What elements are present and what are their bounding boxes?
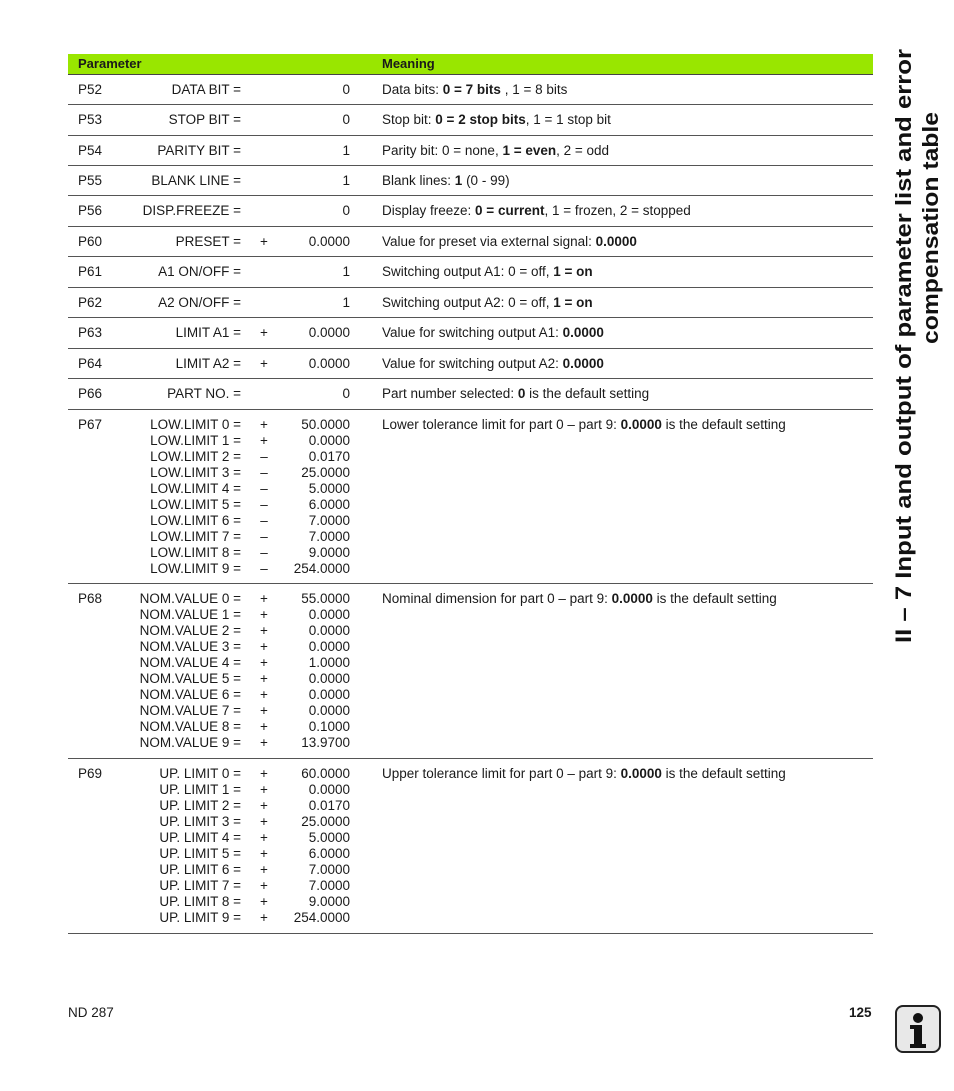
parameter-label: DATA BIT = (171, 82, 241, 97)
parameter-values (68, 234, 358, 250)
meaning-bold-segment: 0 (517, 386, 526, 401)
value-sign: + (260, 433, 268, 448)
parameter-label: UP. LIMIT 3 = (159, 814, 241, 829)
value-sign: + (260, 639, 268, 654)
parameter-value: 254.0000 (293, 561, 350, 576)
parameter-label: LOW.LIMIT 2 = (150, 449, 241, 464)
meaning-text (382, 82, 567, 98)
parameter-line (68, 735, 358, 751)
parameter-label: LOW.LIMIT 0 = (150, 417, 241, 432)
meaning-bold-segment: 0 = 2 stop bits (435, 112, 526, 127)
parameter-values (68, 112, 358, 128)
value-sign: – (260, 529, 268, 544)
parameter-value: 0.0000 (308, 639, 350, 654)
parameter-number: P53 (78, 112, 103, 127)
table-row (68, 166, 873, 196)
parameter-line (68, 545, 358, 561)
parameter-line (68, 591, 358, 607)
meaning-segment: Blank lines: (382, 173, 455, 188)
parameter-value: 0.0000 (308, 433, 350, 448)
parameter-line (68, 830, 358, 846)
meaning-bold-segment: 0.0000 (611, 591, 653, 606)
value-sign: + (260, 325, 268, 340)
parameter-line (68, 295, 358, 311)
parameter-values (68, 143, 358, 159)
table-row (68, 257, 873, 288)
parameter-table (68, 54, 873, 934)
parameter-line (68, 356, 358, 372)
parameter-value: 1 (342, 143, 350, 158)
parameter-line (68, 481, 358, 497)
parameter-line (68, 782, 358, 798)
parameter-value: 0 (342, 112, 350, 127)
value-sign: + (260, 719, 268, 734)
parameter-label: PRESET = (175, 234, 241, 249)
meaning-bold-segment: 0 = 7 bits (442, 82, 501, 97)
parameter-value: 1.0000 (308, 655, 350, 670)
value-sign: + (260, 830, 268, 845)
table-row (68, 288, 873, 318)
meaning-bold-segment: 1 = even (502, 143, 557, 158)
parameter-values (68, 264, 358, 280)
parameter-value: 1 (342, 295, 350, 310)
parameter-value: 6.0000 (308, 846, 350, 861)
table-row (68, 196, 873, 227)
parameter-label: LOW.LIMIT 6 = (150, 513, 241, 528)
chapter-side-title (870, 45, 950, 645)
parameter-value: 7.0000 (308, 878, 350, 893)
value-sign: – (260, 481, 268, 496)
value-sign: + (260, 234, 268, 249)
parameter-value: 0.1000 (308, 719, 350, 734)
parameter-value: 55.0000 (301, 591, 350, 606)
meaning-segment: , 2 = odd (556, 143, 610, 158)
value-sign: + (260, 356, 268, 371)
parameter-label: LIMIT A2 = (175, 356, 241, 371)
parameter-label: LOW.LIMIT 5 = (150, 497, 241, 512)
parameter-line (68, 798, 358, 814)
value-sign: + (260, 687, 268, 702)
parameter-value: 0 (342, 82, 350, 97)
parameter-label: NOM.VALUE 1 = (139, 607, 241, 622)
parameter-values (68, 295, 358, 311)
meaning-segment: Stop bit: (382, 112, 436, 127)
parameter-label: A2 ON/OFF = (158, 295, 241, 310)
meaning-bold-segment: 0 = current (475, 203, 545, 218)
meaning-bold-segment: 0.0000 (562, 356, 604, 371)
parameter-label: LOW.LIMIT 4 = (150, 481, 241, 496)
parameter-line (68, 607, 358, 623)
parameter-label: UP. LIMIT 8 = (159, 894, 241, 909)
parameter-number: P69 (78, 766, 103, 781)
parameter-label: NOM.VALUE 2 = (139, 623, 241, 638)
parameter-line (68, 671, 358, 687)
parameter-value: 254.0000 (293, 910, 350, 925)
parameter-number: P68 (78, 591, 103, 606)
table-row (68, 75, 873, 105)
parameter-label: LOW.LIMIT 3 = (150, 465, 241, 480)
parameter-value: 7.0000 (308, 513, 350, 528)
parameter-value: 6.0000 (308, 497, 350, 512)
parameter-line (68, 561, 358, 577)
parameter-value: 0 (342, 203, 350, 218)
table-row (68, 136, 873, 166)
parameter-values (68, 386, 358, 402)
meaning-segment: , 1 = 8 bits (500, 82, 568, 97)
meaning-text (382, 143, 609, 159)
meaning-text (382, 417, 786, 433)
meaning-bold-segment: 1 = on (553, 295, 593, 310)
value-sign: + (260, 735, 268, 750)
table-row (68, 318, 873, 349)
parameter-value: 0 (342, 386, 350, 401)
value-sign: – (260, 449, 268, 464)
meaning-text (382, 112, 611, 128)
parameter-label: UP. LIMIT 7 = (159, 878, 241, 893)
parameter-values (68, 591, 358, 751)
value-sign: + (260, 607, 268, 622)
table-row (68, 584, 873, 759)
meaning-segment: , 1 = 1 stop bit (525, 112, 611, 127)
parameter-label: LOW.LIMIT 1 = (150, 433, 241, 448)
meaning-text (382, 203, 691, 219)
parameter-value: 25.0000 (301, 814, 350, 829)
meaning-text (382, 325, 604, 341)
parameter-line (68, 623, 358, 639)
parameter-value: 0.0170 (308, 798, 350, 813)
parameter-label: PART NO. = (167, 386, 241, 401)
parameter-value: 0.0000 (308, 703, 350, 718)
parameter-line (68, 894, 358, 910)
info-icon (893, 1003, 943, 1055)
parameter-values (68, 173, 358, 189)
meaning-bold-segment: 1 (454, 173, 463, 188)
meaning-text (382, 386, 649, 402)
parameter-number: P54 (78, 143, 103, 158)
value-sign: + (260, 862, 268, 877)
parameter-value: 13.9700 (301, 735, 350, 750)
page-number: 125 (849, 1005, 872, 1020)
parameter-label: NOM.VALUE 8 = (139, 719, 241, 734)
parameter-line (68, 449, 358, 465)
parameter-value: 0.0000 (308, 607, 350, 622)
meaning-segment: Upper tolerance limit for part 0 – part 9: (382, 766, 621, 781)
side-title-line1: II – 7 Input and output of parameter list and error (891, 134, 916, 643)
value-sign: + (260, 798, 268, 813)
meaning-segment: Switching output A1: 0 = off, (382, 264, 554, 279)
parameter-line (68, 529, 358, 545)
table-row (68, 349, 873, 379)
parameter-value: 60.0000 (301, 766, 350, 781)
parameter-line (68, 862, 358, 878)
parameter-number: P61 (78, 264, 103, 279)
meaning-segment: is the default setting (661, 417, 786, 432)
meaning-text (382, 264, 593, 280)
meaning-segment: Value for switching output A2: (382, 356, 563, 371)
value-sign: – (260, 545, 268, 560)
parameter-line (68, 639, 358, 655)
meaning-segment: (0 - 99) (462, 173, 510, 188)
parameter-label: LIMIT A1 = (175, 325, 241, 340)
parameter-label: LOW.LIMIT 8 = (150, 545, 241, 560)
parameter-value: 0.0000 (308, 782, 350, 797)
meaning-text (382, 766, 786, 782)
parameter-number: P52 (78, 82, 103, 97)
parameter-label: A1 ON/OFF = (158, 264, 241, 279)
parameter-line (68, 655, 358, 671)
value-sign: + (260, 910, 268, 925)
value-sign: + (260, 591, 268, 606)
parameter-number: P56 (78, 203, 103, 218)
value-sign: – (260, 465, 268, 480)
value-sign: – (260, 561, 268, 576)
parameter-label: NOM.VALUE 0 = (139, 591, 241, 606)
parameter-line (68, 173, 358, 189)
parameter-line (68, 910, 358, 926)
parameter-value: 0.0000 (308, 623, 350, 638)
parameter-label: NOM.VALUE 5 = (139, 671, 241, 686)
side-title-line2: compensation table (918, 137, 943, 344)
parameter-value: 0.0000 (308, 234, 350, 249)
parameter-label: DISP.FREEZE = (142, 203, 241, 218)
value-sign: + (260, 782, 268, 797)
parameter-line (68, 687, 358, 703)
parameter-values (68, 82, 358, 98)
parameter-label: UP. LIMIT 9 = (159, 910, 241, 925)
parameter-line (68, 417, 358, 433)
table-row (68, 379, 873, 410)
parameter-value: 9.0000 (308, 894, 350, 909)
meaning-segment: Parity bit: 0 = none, (382, 143, 503, 158)
parameter-line (68, 234, 358, 250)
meaning-segment: Nominal dimension for part 0 – part 9: (382, 591, 612, 606)
parameter-number: P60 (78, 234, 103, 249)
parameter-values (68, 766, 358, 926)
parameter-line (68, 513, 358, 529)
meaning-bold-segment: 0.0000 (620, 417, 662, 432)
meaning-segment: Value for switching output A1: (382, 325, 563, 340)
header-parameter: Parameter (78, 56, 142, 71)
parameter-value: 5.0000 (308, 481, 350, 496)
value-sign: + (260, 846, 268, 861)
meaning-text (382, 591, 777, 607)
parameter-label: LOW.LIMIT 7 = (150, 529, 241, 544)
parameter-label: NOM.VALUE 9 = (139, 735, 241, 750)
table-body (68, 75, 873, 934)
meaning-text (382, 295, 593, 311)
parameter-value: 7.0000 (308, 529, 350, 544)
header-meaning: Meaning (382, 56, 435, 71)
parameter-number: P55 (78, 173, 103, 188)
table-row (68, 227, 873, 257)
parameter-label: UP. LIMIT 0 = (159, 766, 241, 781)
parameter-value: 0.0000 (308, 687, 350, 702)
meaning-text (382, 173, 510, 189)
value-sign: + (260, 655, 268, 670)
value-sign: + (260, 894, 268, 909)
parameter-label: UP. LIMIT 2 = (159, 798, 241, 813)
value-sign: + (260, 417, 268, 432)
meaning-segment: is the default setting (525, 386, 650, 401)
parameter-line (68, 766, 358, 782)
table-row (68, 759, 873, 934)
meaning-segment: Lower tolerance limit for part 0 – part 9: (382, 417, 621, 432)
parameter-number: P62 (78, 295, 103, 310)
parameter-value: 5.0000 (308, 830, 350, 845)
footer-product: ND 287 (68, 1005, 114, 1020)
parameter-number: P63 (78, 325, 103, 340)
parameter-value: 0.0000 (308, 671, 350, 686)
parameter-value: 1 (342, 173, 350, 188)
value-sign: + (260, 766, 268, 781)
parameter-value: 25.0000 (301, 465, 350, 480)
parameter-label: BLANK LINE = (151, 173, 241, 188)
meaning-segment: , 1 = frozen, 2 = stopped (544, 203, 691, 218)
parameter-number: P64 (78, 356, 103, 371)
parameter-line (68, 325, 358, 341)
parameter-line (68, 433, 358, 449)
parameter-line (68, 82, 358, 98)
meaning-segment: Display freeze: (382, 203, 476, 218)
meaning-segment: Switching output A2: 0 = off, (382, 295, 554, 310)
parameter-label: NOM.VALUE 3 = (139, 639, 241, 654)
parameter-label: UP. LIMIT 5 = (159, 846, 241, 861)
parameter-label: UP. LIMIT 4 = (159, 830, 241, 845)
parameter-number: P66 (78, 386, 103, 401)
meaning-bold-segment: 0.0000 (562, 325, 604, 340)
meaning-segment: Part number selected: (382, 386, 518, 401)
parameter-label: PARITY BIT = (157, 143, 241, 158)
value-sign: + (260, 814, 268, 829)
parameter-label: NOM.VALUE 6 = (139, 687, 241, 702)
parameter-line (68, 703, 358, 719)
meaning-bold-segment: 0.0000 (620, 766, 662, 781)
meaning-segment: Data bits: (382, 82, 443, 97)
value-sign: + (260, 623, 268, 638)
parameter-values (68, 325, 358, 341)
meaning-text (382, 356, 604, 372)
meaning-bold-segment: 1 = on (553, 264, 593, 279)
parameter-value: 1 (342, 264, 350, 279)
parameter-line (68, 386, 358, 402)
parameter-values (68, 203, 358, 219)
meaning-text (382, 234, 637, 250)
parameter-values (68, 417, 358, 577)
parameter-label: UP. LIMIT 1 = (159, 782, 241, 797)
parameter-line (68, 719, 358, 735)
meaning-segment: is the default setting (661, 766, 786, 781)
parameter-line (68, 203, 358, 219)
parameter-value: 0.0000 (308, 325, 350, 340)
value-sign: + (260, 878, 268, 893)
parameter-label: LOW.LIMIT 9 = (150, 561, 241, 576)
parameter-value: 9.0000 (308, 545, 350, 560)
parameter-line (68, 143, 358, 159)
parameter-line (68, 112, 358, 128)
value-sign: + (260, 671, 268, 686)
parameter-line (68, 465, 358, 481)
parameter-number: P67 (78, 417, 103, 432)
table-row (68, 410, 873, 584)
value-sign: – (260, 513, 268, 528)
meaning-segment: is the default setting (652, 591, 777, 606)
parameter-value: 0.0000 (308, 356, 350, 371)
parameter-value: 0.0170 (308, 449, 350, 464)
table-header (68, 54, 873, 75)
parameter-values (68, 356, 358, 372)
parameter-label: NOM.VALUE 4 = (139, 655, 241, 670)
parameter-line (68, 846, 358, 862)
parameter-line (68, 264, 358, 280)
parameter-line (68, 497, 358, 513)
parameter-label: NOM.VALUE 7 = (139, 703, 241, 718)
parameter-value: 50.0000 (301, 417, 350, 432)
table-row (68, 105, 873, 136)
value-sign: + (260, 703, 268, 718)
meaning-bold-segment: 0.0000 (595, 234, 637, 249)
parameter-label: UP. LIMIT 6 = (159, 862, 241, 877)
parameter-value: 7.0000 (308, 862, 350, 877)
parameter-line (68, 878, 358, 894)
parameter-label: STOP BIT = (168, 112, 241, 127)
parameter-line (68, 814, 358, 830)
value-sign: – (260, 497, 268, 512)
meaning-segment: Value for preset via external signal: (382, 234, 596, 249)
